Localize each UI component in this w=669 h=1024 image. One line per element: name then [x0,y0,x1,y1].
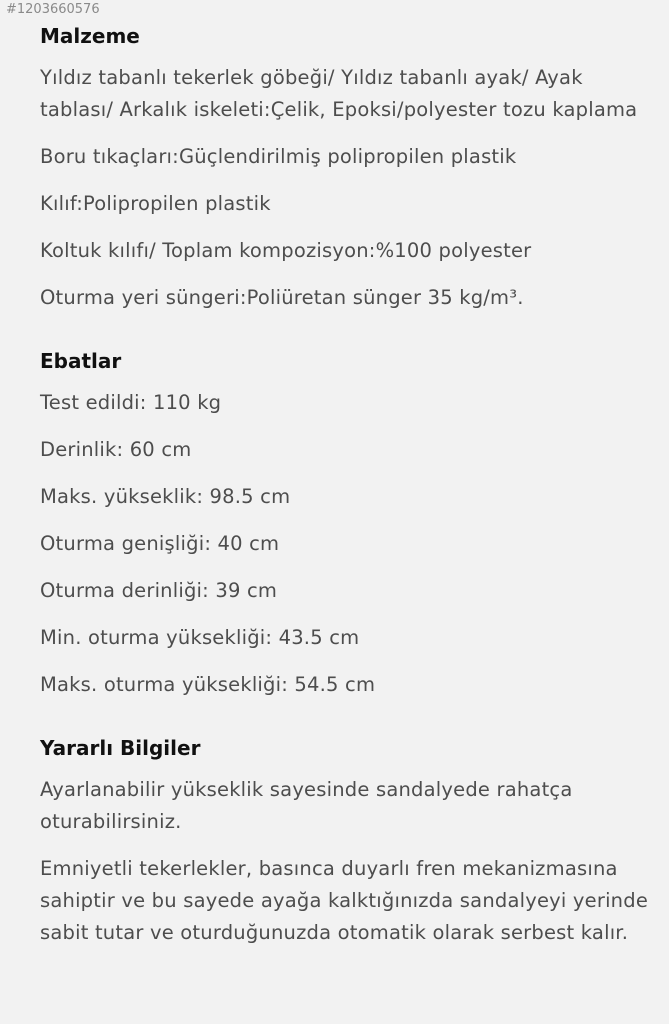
dimension-item: Oturma derinliği: 39 cm [40,579,278,602]
dimension-item: Derinlik: 60 cm [40,438,192,461]
dimension-item: Oturma genişliği: 40 cm [40,532,280,555]
dimension-item: Min. oturma yüksekliği: 43.5 cm [40,626,360,649]
dimension-item: Maks. yükseklik: 98.5 cm [40,485,291,508]
material-item: Oturma yeri süngeri:Poliüretan sünger 35 kg/m³. [40,286,524,309]
material-item: Kılıf:Polipropilen plastik [40,192,271,215]
dimension-item: Test edildi: 110 kg [40,391,222,414]
material-item: Koltuk kılıfı/ Toplam kompozisyon:%100 polyester [40,239,532,262]
section-dimensions [40,347,650,701]
product-details [40,22,650,964]
material-item: Boru tıkaçları:Güçlendirilmiş polipropilen plastik [40,145,517,168]
section-title-materials: Malzeme [40,24,140,48]
section-materials [40,22,650,314]
info-item: Ayarlanabilir yükseklik sayesinde sandalyede rahatça oturabilirsiniz. [40,778,573,833]
watermark-id: #1203660576 [6,2,100,17]
section-useful-info [40,734,650,949]
material-item: Yıldız tabanlı tekerlek göbeği/ Yıldız tabanlı ayak/ Ayak tablası/ Arkalık iskeleti:Çelik, Epoksi/polyester tozu kaplama [40,66,638,121]
section-title-dimensions: Ebatlar [40,349,122,373]
section-title-useful-info: Yararlı Bilgiler [40,736,201,760]
dimension-item: Maks. oturma yüksekliği: 54.5 cm [40,673,376,696]
info-item: Emniyetli tekerlekler, basınca duyarlı fren mekanizmasına sahiptir ve bu sayede ayağa kalktığınızda sandalyeyi yerinde sabit tutar ve oturduğunuzda otomatik olarak serbest kalır. [40,857,649,944]
